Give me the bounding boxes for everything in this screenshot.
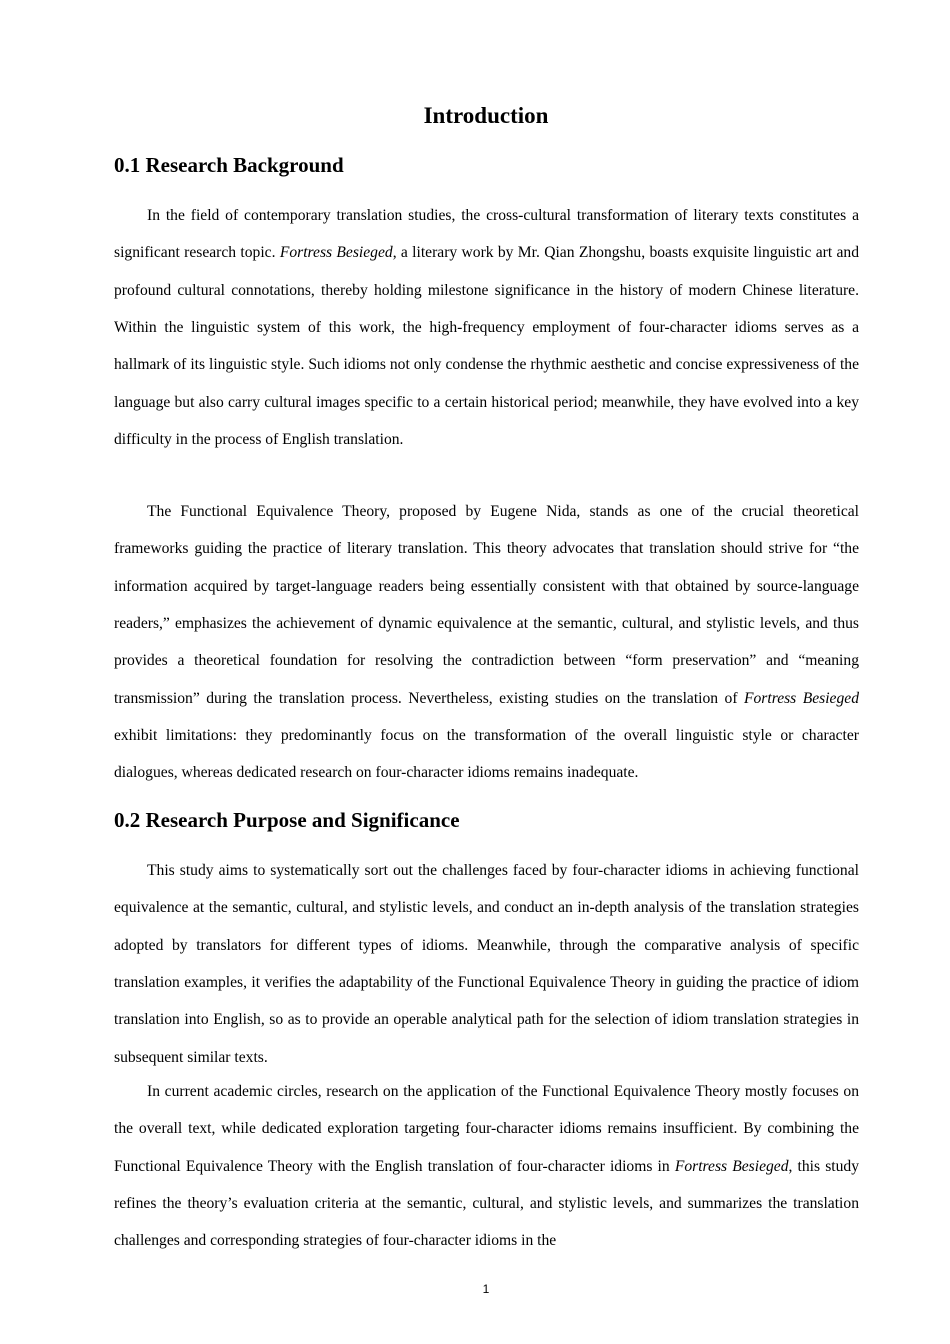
page-number: 1 — [482, 1282, 490, 1296]
paragraph-background-1 — [114, 197, 859, 458]
paragraph-text: The Functional Equivalence Theory, proposed by Eugene Nida, stands as one of the crucial theoretical frameworks guiding the practice of literary translation. This theory advocates that translation should strive for “the information acquired by target-language readers being essentially consistent with that obtained by source-language readers,” emphasizes the achievement of dynamic equivalence at the semantic, cultural, and stylistic levels, and thus provides a theoretical foundation for resolving the contradiction between “form preservation” and “meaning transmission” during the translation process. Nevertheless, existing studies on the translation of — [114, 503, 859, 707]
paragraph-text: In current academic circles, research on the application of the Functional Equivalence Theory mostly focuses on the overall text, while dedicated exploration targeting four-character idioms remains insufficient. By combining the Functional Equivalence Theory with the English translation of four-character idioms in — [114, 1083, 859, 1175]
paragraph-text: , this study refines the theory’s evaluation criteria at the semantic, cultural, and stylistic levels, and summarizes the translation challenges and corresponding strategies of four-character idioms in the — [114, 1157, 860, 1250]
book-title-italic: Fortress Besieged — [279, 244, 393, 262]
page-title: Introduction — [423, 103, 549, 128]
paragraph-text: This study aims to systematically sort out the challenges faced by four-character idioms in achieving functional equivalence at the semantic, cultural, and stylistic levels, and conduct an in-depth analysis of the translation strategies adopted by translators for different types of idioms. Meanwhile, through the comparative analysis of specific translation examples, it verifies the adaptability of the Functional Equivalence Theory in guiding the practice of idiom translation into English, so as to provide an operable analytical path for the selection of idiom translation strategies in subsequent similar texts. — [114, 862, 859, 1066]
section-heading-purpose-significance: 0.2 Research Purpose and Significance — [114, 808, 460, 832]
paragraph-purpose-1 — [114, 852, 859, 1076]
paragraph-background-2 — [114, 493, 859, 792]
book-title-italic: Fortress Besieged — [743, 689, 859, 707]
paragraph-text: , a literary work by Mr. Qian Zhongshu, boasts exquisite linguistic art and profound cultural connotations, thereby holding milestone significance in the history of modern Chinese literature. Within the linguistic system of this work, the high-frequency employment of four-character idioms serves as a hallmark of its linguistic style. Such idioms not only condense the rhythmic aesthetic and concise expressiveness of the language but also carry cultural images specific to a certain historical period; meanwhile, they have evolved into a key difficulty in the process of English translation. — [114, 244, 860, 448]
paragraph-text: In the field of contemporary translation studies, the cross-cultural transformation of literary texts constitutes a significant research topic. — [114, 207, 859, 262]
book-title-italic: Fortress Besieged — [674, 1157, 789, 1175]
paragraph-text: exhibit limitations: they predominantly focus on the transformation of the overall linguistic style or character dialogues, whereas dedicated research on four-character idioms remains inadequate. — [114, 726, 859, 782]
paragraph-purpose-2 — [114, 1073, 859, 1260]
section-heading-research-background: 0.1 Research Background — [114, 153, 344, 177]
